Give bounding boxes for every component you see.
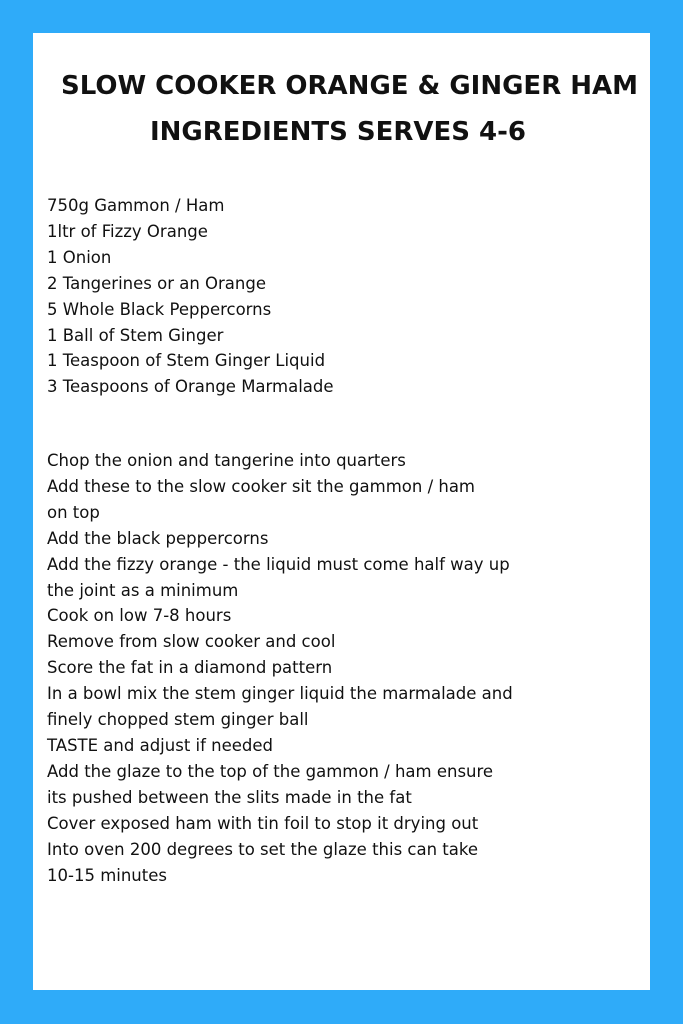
- method-line: 10-15 minutes: [47, 865, 167, 885]
- method-line: Cover exposed ham with tin foil to stop it drying out: [47, 813, 479, 833]
- ingredient-item: 2 Tangerines or an Orange: [47, 273, 267, 293]
- method-line: Into oven 200 degrees to set the glaze this can take: [47, 839, 479, 859]
- ingredient-item: 3 Teaspoons of Orange Marmalade: [47, 377, 334, 397]
- recipe-title: SLOW COOKER ORANGE & GINGER HAM: [60, 71, 639, 101]
- method-line: Add the glaze to the top of the gammon / ham ensure: [47, 761, 494, 781]
- ingredient-item: 1 Ball of Stem Ginger: [47, 325, 224, 345]
- ingredient-item: 1 Onion: [47, 247, 112, 267]
- method-line: Add these to the slow cooker sit the gammon / ham: [47, 476, 476, 496]
- method-line: Add the black peppercorns: [47, 528, 269, 548]
- method-line: Cook on low 7-8 hours: [47, 606, 232, 626]
- ingredient-item: 5 Whole Black Peppercorns: [47, 299, 272, 319]
- method-line: TASTE and adjust if needed: [47, 735, 274, 755]
- ingredient-item: 750g Gammon / Ham: [47, 196, 225, 215]
- recipe-card: [33, 33, 650, 990]
- method-line: Score the fat in a diamond pattern: [47, 658, 333, 678]
- method-line: its pushed between the slits made in the fat: [47, 787, 412, 807]
- ingredients-list: [47, 193, 334, 400]
- method-line: on top: [47, 502, 100, 522]
- method-line: finely chopped stem ginger ball: [47, 710, 309, 730]
- ingredients-heading: INGREDIENTS SERVES 4-6: [150, 117, 526, 147]
- method-line: Chop the onion and tangerine into quarters: [47, 451, 406, 470]
- method-line: In a bowl mix the stem ginger liquid the marmalade and: [47, 684, 513, 704]
- method-list: [47, 448, 513, 888]
- method-line: Add the fizzy orange - the liquid must come half way up: [47, 554, 510, 574]
- method-line: Remove from slow cooker and cool: [47, 632, 336, 652]
- ingredient-item: 1ltr of Fizzy Orange: [47, 221, 208, 241]
- method-line: the joint as a minimum: [47, 580, 239, 600]
- ingredient-item: 1 Teaspoon of Stem Ginger Liquid: [47, 351, 326, 371]
